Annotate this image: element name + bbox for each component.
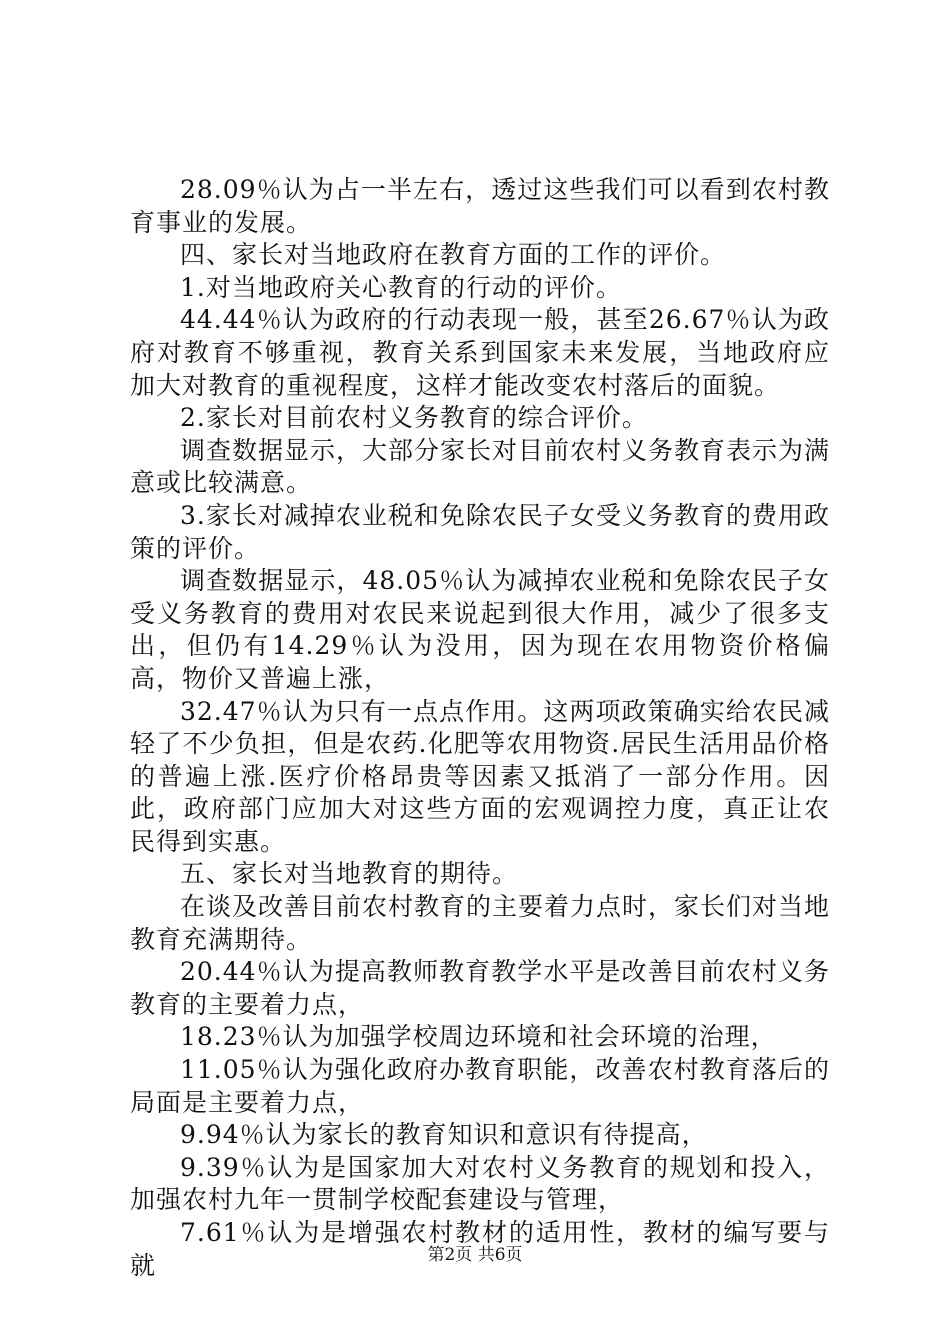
paragraph: 在谈及改善目前农村教育的主要着力点时，家长们对当地教育充满期待。	[130, 892, 831, 954]
paragraph: 44.44％认为政府的行动表现一般，甚至26.67％认为政府对教育不够重视，教育关系到国家未来发展，当地政府应加大对教育的重视程度，这样才能改变农村落后的面貌。	[130, 305, 830, 400]
subsection-heading: 1.对当地政府关心教育的行动的评价。	[180, 272, 622, 302]
paragraph: 20.44％认为提高教师教育教学水平是改善目前农村义务教育的主要着力点，	[130, 957, 830, 1019]
section-heading: 四、家长对当地政府在教育方面的工作的评价。	[180, 240, 727, 270]
paragraph: 9.39％认为是国家加大对农村义务教育的规划和投入，加强农村九年一贯制学校配套建设与管理，	[130, 1152, 830, 1215]
paragraph: 9.94％认为家长的教育知识和意识有待提高，	[180, 1120, 708, 1150]
section-heading: 五、家长对当地教育的期待。	[180, 859, 519, 889]
document-body	[130, 174, 830, 1282]
page-number-footer: 第2页 共6页	[427, 1245, 523, 1265]
paragraph: 调查数据显示，大部分家长对目前农村义务教育表示为满意或比较满意。	[130, 435, 831, 498]
paragraph: 11.05％认为强化政府办教育职能，改善农村教育落后的局面是主要着力点，	[130, 1055, 830, 1117]
subsection-heading: 3.家长对减掉农业税和免除农民子女受义务教育的费用政策的评价。	[130, 500, 830, 563]
paragraph: 32.47％认为只有一点点作用。这两项政策确实给农民减轻了不少负担，但是农药.化肥等农用物资.居民生活用品价格的普遍上涨.医疗价格昂贵等因素又抵消了一部分作用。因此，政府部门应加大对这些方面的宏观调控力度，真正让农民得到实惠。	[130, 696, 830, 856]
paragraph: 7.61％认为是增强农村教材的适用性，教材的编写要与就	[130, 1218, 830, 1280]
paragraph: 28.09％认为占一半左右，透过这些我们可以看到农村教育事业的发展。	[130, 175, 830, 237]
paragraph: 18.23％认为加强学校周边环境和社会环境的治理，	[180, 1022, 777, 1052]
paragraph: 调查数据显示，48.05％认为减掉农业税和免除农民子女受义务教育的费用对农民来说起到很大作用，减少了很多支出，但仍有14.29％认为没用，因为现在农用物资价格偏高，物价又普遍上涨，	[130, 566, 830, 693]
subsection-heading: 2.家长对目前农村义务教育的综合评价。	[180, 403, 648, 433]
